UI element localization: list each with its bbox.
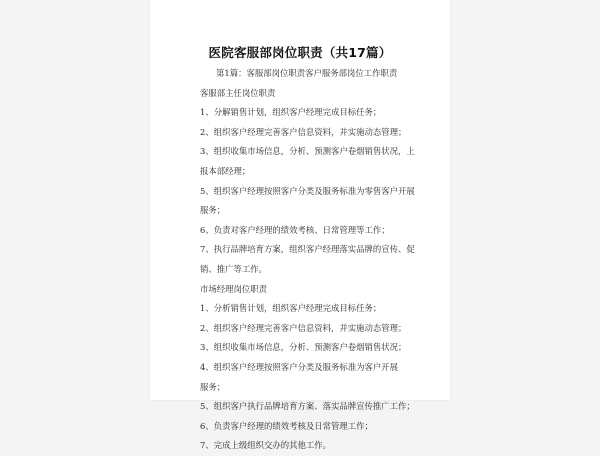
document-line: 1、分析销售计划，组织客户经理完成目标任务； [200,303,382,314]
document-title: 医院客服部岗位职责（共17篇） [208,45,392,60]
document-line: 服务； [200,205,226,216]
document-line: 销、推广等工作。 [200,263,267,274]
document-line: 3、组织收集市场信息，分析、预测客户卷烟销售状况； [200,342,407,353]
document-page [150,0,450,451]
document-line: 7、完成上级组织交办的其他工作。 [200,440,331,451]
document-line: 6、负责客户经理的绩效考核及日常管理工作； [200,420,373,431]
document-line: 1、分解销售计划，组织客户经理完成目标任务； [200,107,382,118]
document-line: 7、执行品牌培育方案，组织客户经理落实品牌的宣传、促 [200,244,415,255]
document-line: 第1篇：客服部岗位职责客户服务部岗位工作职责 [216,68,398,78]
document-line: 2、组织客户经理完善客户信息资料，并实施动态管理； [200,126,407,137]
document-body [200,64,432,456]
document-line: 6、负责对客户经理的绩效考核、日常管理等工作； [200,224,390,235]
document-line: 客服部主任岗位职责 [200,87,276,98]
document-line: 3、组织收集市场信息，分析、预测客户卷烟销售状况，上 [200,146,415,157]
document-line: 报本部经理； [200,165,251,176]
document-line: 5、组织客户经理按照客户分类及服务标准为零售客户开展 [200,185,415,196]
document-line: 5、组织客户执行品牌培育方案、落实品牌宣传推广工作； [200,401,415,412]
document-line: 服务； [200,381,226,392]
document-line: 市场经理岗位职责 [200,283,267,294]
document-line: 2、组织客户经理完善客户信息资料，并实施动态管理； [200,322,407,333]
document-line: 4、组织客户经理按照客户分类及服务标准为客户开展 [200,361,398,372]
